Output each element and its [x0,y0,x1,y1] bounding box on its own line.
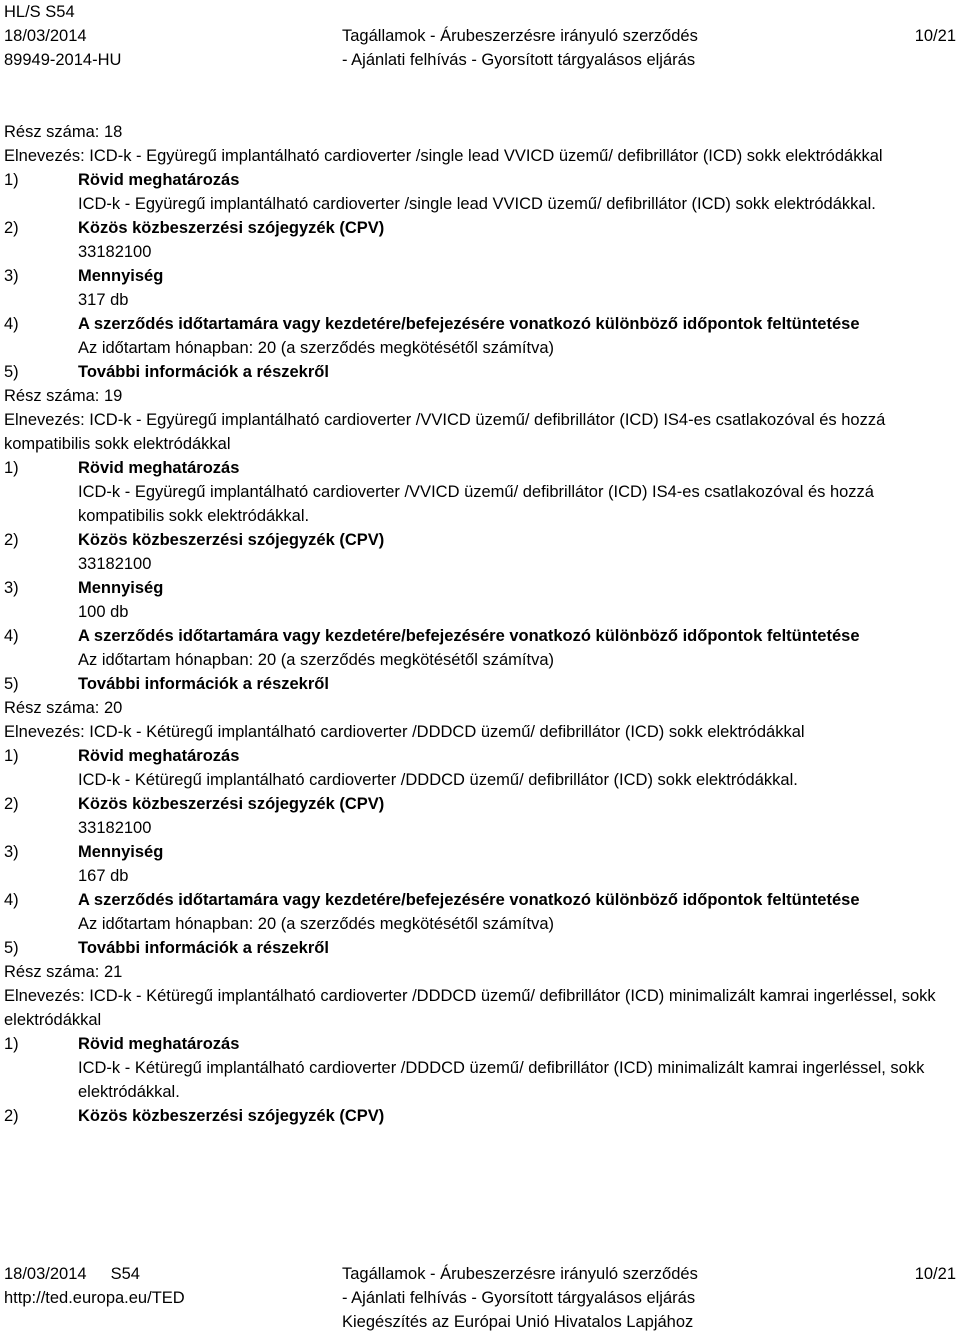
section-title: Mennyiség [78,843,164,861]
section-text: ICD-k - Kétüregű implantálható cardioverter /DDDCD üzemű/ defibrillátor (ICD) minimalizált kamrai ingerléssel, sokk elektródákkal. [78,1059,925,1101]
section-number: 2) [4,219,19,237]
lot-name: Elnevezés: ICD-k - Kétüregű implantálható cardioverter /DDDCD üzemű/ defibrillátor (ICD) sokk elektródákkal [4,723,805,741]
footer-title-line3: Kiegészítés az Európai Unió Hivatalos Lapjához [342,1313,694,1331]
section-quantity [4,840,954,864]
section-title: A szerződés időtartamára vagy kezdetére/befejezésére vonatkozó különböző időpontok feltüntetése [78,627,860,645]
section-text: ICD-k - Együregű implantálható cardioverter /VVICD üzemű/ defibrillátor (ICD) IS4-es csatlakozóval és hozzá kompatibilis sokk elektródákkal. [78,483,874,525]
section-title: Közös közbeszerzési szójegyzék (CPV) [78,1107,385,1125]
section-number: 4) [4,315,19,333]
lot-number: Rész száma: 18 [4,123,123,141]
document-body [4,120,954,1128]
section-title: Rövid meghatározás [78,747,240,765]
section-title: Rövid meghatározás [78,1035,240,1053]
section-title: További információk a részekről [78,675,329,693]
section-number: 2) [4,1107,19,1125]
section-quantity [4,576,954,600]
section-title: Közös közbeszerzési szójegyzék (CPV) [78,531,385,549]
section-number: 5) [4,363,19,381]
section-title: A szerződés időtartamára vagy kezdetére/befejezésére vonatkozó különböző időpontok feltüntetése [78,891,860,909]
section-number: 1) [4,459,19,477]
section-cpv [4,792,954,816]
cpv-code: 33182100 [78,819,152,837]
section-number: 1) [4,171,19,189]
section-text: ICD-k - Kétüregű implantálható cardioverter /DDDCD üzemű/ defibrillátor (ICD) sokk elektródákkal. [78,771,798,789]
section-additional-info [4,672,954,696]
section-number: 4) [4,891,19,909]
section-duration [4,624,954,648]
header-title-line2: - Ajánlati felhívás - Gyorsított tárgyalásos eljárás [342,51,696,69]
section-additional-info [4,936,954,960]
section-number: 4) [4,627,19,645]
duration-text: Az időtartam hónapban: 20 (a szerződés megkötésétől számítva) [78,651,554,669]
section-number: 5) [4,939,19,957]
header-page-number: 10/21 [914,27,956,45]
quantity-value: 167 db [78,867,129,885]
section-number: 3) [4,579,19,597]
section-number: 3) [4,843,19,861]
lot-number: Rész száma: 21 [4,963,123,981]
section-text: ICD-k - Együregű implantálható cardioverter /single lead VVICD üzemű/ defibrillátor (ICD) sokk elektródákkal. [78,195,876,213]
lot-name: Elnevezés: ICD-k - Kétüregű implantálható cardioverter /DDDCD üzemű/ defibrillátor (ICD) minimalizált kamrai ingerléssel, sokk elektródákkal [4,987,936,1029]
section-title: Rövid meghatározás [78,459,240,477]
section-cpv [4,528,954,552]
lot-number: Rész száma: 20 [4,699,123,717]
section-duration [4,312,954,336]
section-number: 2) [4,531,19,549]
lot-name: Elnevezés: ICD-k - Együregű implantálható cardioverter /VVICD üzemű/ defibrillátor (ICD) IS4-es csatlakozóval és hozzá kompatibilis sokk elektródákkal [4,411,886,453]
lot-section-18 [4,120,954,384]
section-cpv [4,216,954,240]
footer-publication: S54 [110,1265,140,1283]
section-title: A szerződés időtartamára vagy kezdetére/befejezésére vonatkozó különböző időpontok feltüntetése [78,315,860,333]
section-number: 2) [4,795,19,813]
section-duration [4,888,954,912]
lot-name: Elnevezés: ICD-k - Együregű implantálható cardioverter /single lead VVICD üzemű/ defibrillátor (ICD) sokk elektródákkal [4,147,883,165]
header-title-line1: Tagállamok - Árubeszerzésre irányuló szerződés [342,27,698,45]
section-title: További információk a részekről [78,939,329,957]
footer-title-line2: - Ajánlati felhívás - Gyorsított tárgyalásos eljárás [342,1289,696,1307]
duration-text: Az időtartam hónapban: 20 (a szerződés megkötésétől számítva) [78,339,554,357]
section-title: Mennyiség [78,267,164,285]
cpv-code: 33182100 [78,555,152,573]
section-number: 3) [4,267,19,285]
lot-section-19 [4,384,954,696]
section-title: Rövid meghatározás [78,171,240,189]
section-additional-info [4,360,954,384]
section-number: 1) [4,1035,19,1053]
section-cpv [4,1104,954,1128]
lot-section-21 [4,960,954,1128]
section-title: Közös közbeszerzési szójegyzék (CPV) [78,219,385,237]
section-number: 1) [4,747,19,765]
page-footer [4,1262,956,1334]
lot-number: Rész száma: 19 [4,387,123,405]
lot-section-20 [4,696,954,960]
header-date: 18/03/2014 [4,27,87,45]
duration-text: Az időtartam hónapban: 20 (a szerződés megkötésétől számítva) [78,915,554,933]
cpv-code: 33182100 [78,243,152,261]
section-quantity [4,264,954,288]
footer-date: 18/03/2014 [4,1265,87,1283]
quantity-value: 317 db [78,291,129,309]
footer-url[interactable]: http://ted.europa.eu/TED [4,1289,185,1307]
section-short-description [4,1032,954,1056]
section-short-description [4,168,954,192]
section-title: További információk a részekről [78,363,329,381]
section-title: Mennyiség [78,579,164,597]
section-title: Közös közbeszerzési szójegyzék (CPV) [78,795,385,813]
header-notice-number: 89949-2014-HU [4,51,122,69]
section-short-description [4,456,954,480]
section-short-description [4,744,954,768]
page-header [4,0,956,72]
header-doc-id: HL/S S54 [4,3,75,21]
quantity-value: 100 db [78,603,129,621]
section-number: 5) [4,675,19,693]
footer-title-line1: Tagállamok - Árubeszerzésre irányuló szerződés [342,1265,698,1283]
footer-page-number: 10/21 [914,1265,956,1283]
footer-date-pub [4,1262,140,1286]
